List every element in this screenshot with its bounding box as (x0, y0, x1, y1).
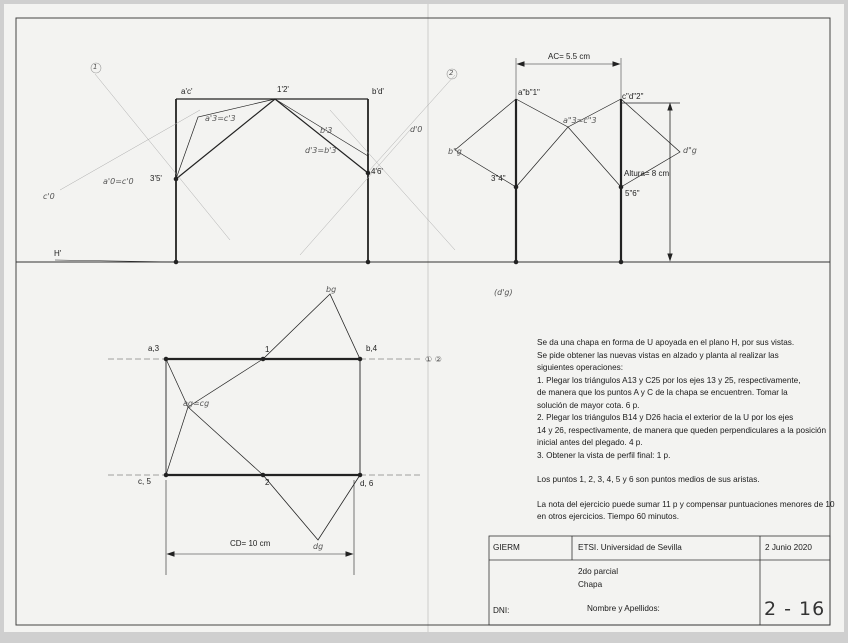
label-d0: d'0 (410, 125, 423, 134)
label-a3c3: a"3=c"3 (563, 116, 597, 125)
label-d6: d, 6 (360, 479, 374, 488)
axis-label-2: 2 (449, 69, 454, 77)
label-a3: a,3 (148, 344, 160, 353)
label-5-6: 5"6" (625, 189, 640, 198)
label-dg: d"g (683, 146, 697, 155)
problem-line: 3. Obtener la vista de perfil final: 1 p. (537, 450, 671, 460)
label-H: H' (54, 249, 62, 258)
grade-handwritten: 2 - 16 (764, 598, 826, 620)
problem-line: La nota del ejercicio puede sumar 11 p y compensar puntuaciones menores de 10 (537, 499, 835, 509)
label-3-5: 3'5' (150, 174, 162, 183)
problem-line: en otros ejercicios. Tiempo 60 minutos. (537, 512, 679, 521)
problem-line: Se pide obtener las nuevas vistas en alzado y planta al realizar las (537, 350, 779, 360)
label-a-c: a'c' (181, 87, 193, 96)
title-subject: Chapa (578, 580, 603, 589)
label-b-d: b'd' (372, 87, 384, 96)
label-1-2: 1'2' (277, 85, 289, 94)
label-dg2: (d'g) (494, 288, 513, 297)
problem-line: 1. Plegar los triángulos A13 y C25 por los ejes 13 y 25, respectivamente, (537, 375, 801, 385)
label-plan-bg: bg (326, 285, 337, 294)
label-a3-c3: a'3=c'3 (205, 114, 236, 123)
title-date: 2 Junio 2020 (765, 543, 812, 552)
title-name: Nombre y Apellidos: (587, 604, 660, 613)
title-degree: GIERM (493, 543, 520, 552)
axis-label-1: 1 (93, 63, 98, 71)
label-plan-dg: dg (313, 542, 324, 551)
label-d3: d'3=b'3 (305, 146, 337, 155)
problem-line: siguientes operaciones: (537, 363, 624, 372)
label-3-4: 3"4" (491, 174, 506, 183)
title-school: ETSI. Universidad de Sevilla (578, 543, 682, 552)
label-agcg: ag=cg (183, 399, 210, 408)
label-a0: a'0=c'0 (103, 177, 134, 186)
title-exam: 2do parcial (578, 567, 619, 576)
profile-height: Altura= 8 cm (624, 169, 670, 178)
title-dni: DNI: (493, 606, 510, 615)
problem-line: inicial antes del plegado. 4 p. (537, 438, 643, 447)
profile-dimension-ac: AC= 5.5 cm (548, 52, 591, 61)
label-ab1: a"b"1" (518, 88, 540, 97)
label-4-6: 4'6' (371, 167, 383, 176)
label-b4: b,4 (366, 344, 378, 353)
paper (4, 4, 844, 632)
problem-statement (537, 337, 837, 524)
problem-line: de manera que los puntos A y C de la chapa se encuentren. Tomar la (537, 388, 788, 397)
label-c5: c, 5 (138, 477, 151, 486)
label-1: 1 (265, 345, 270, 354)
problem-line: 14 y 26, respectivamente, de manera que queden perpendiculares a la posición (537, 425, 827, 435)
problem-line: Se da una chapa en forma de U apoyada en el plano H, por sus vistas. (537, 338, 795, 347)
problem-line: solución de mayor cota. 6 p. (537, 400, 640, 410)
label-b3: b'3 (320, 126, 333, 135)
plan-dimension-cd: CD= 10 cm (230, 539, 271, 548)
label-bg: b"g (448, 147, 462, 156)
plan-axis-marks: ① ② (425, 355, 442, 364)
label-2: 2 (265, 478, 270, 487)
problem-line: 2. Plegar los triángulos B14 y D26 hacia el exterior de la U por los ejes (537, 413, 794, 422)
problem-line: Los puntos 1, 2, 3, 4, 5 y 6 son puntos medios de sus aristas. (537, 475, 760, 484)
label-cd2: c"d"2" (622, 92, 644, 101)
label-c0: c'0 (43, 192, 55, 201)
